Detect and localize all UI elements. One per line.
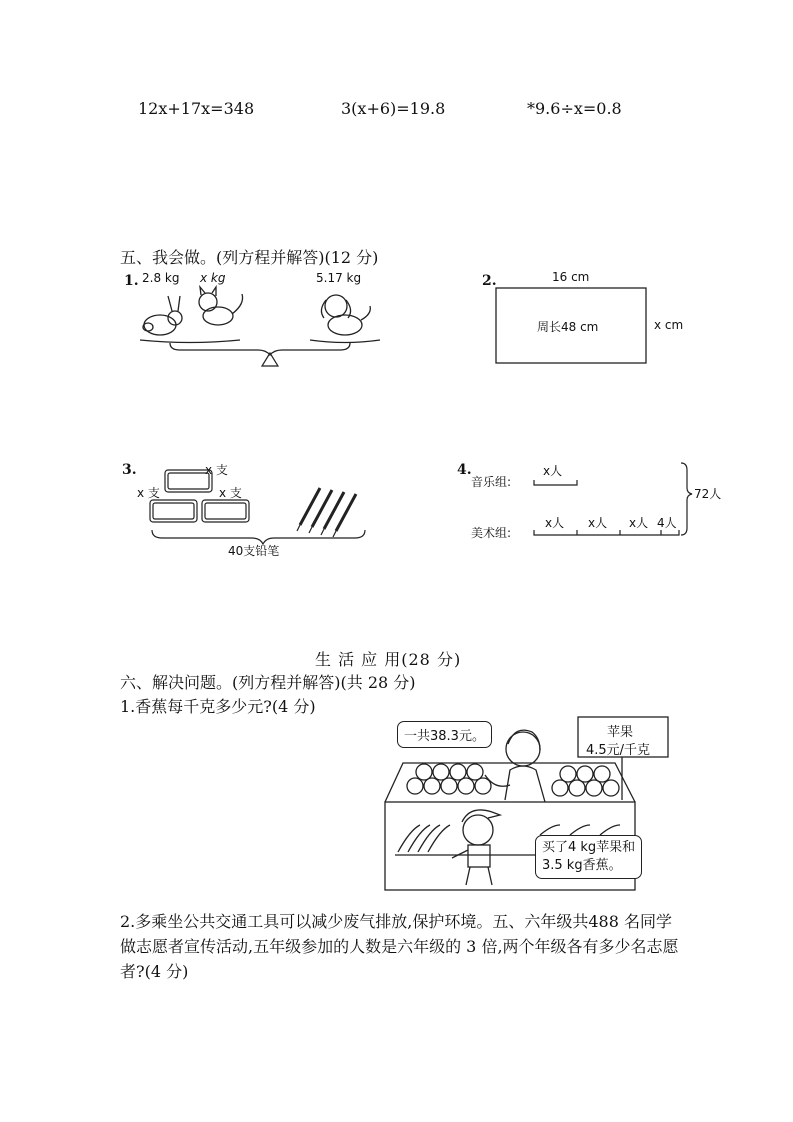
rect-perimeter-label: 周长48 cm (537, 320, 599, 334)
music-x-label: x人 (543, 464, 563, 478)
art-group-label: 美术组: (471, 526, 512, 540)
sign-apple: 苹果 (607, 725, 634, 740)
equation-3: *9.6÷x=0.8 (527, 99, 622, 118)
problem3-number: 3. (122, 462, 137, 478)
speech-bubble-total: 一共38.3元。 (397, 721, 492, 748)
music-group-label: 音乐组: (471, 475, 512, 489)
art-x-label-3: x人 (629, 516, 649, 530)
weight-rabbit: 2.8 kg (142, 271, 180, 285)
rect-side-label: x cm (654, 318, 684, 332)
total-people-label: 72人 (694, 487, 722, 501)
balance-scale-illustration (140, 287, 380, 366)
section5-title: 五、我会做。(列方程并解答)(12 分) (120, 248, 379, 267)
speech-bubble-purchase (535, 835, 642, 879)
pencil-boxes-illustration (150, 470, 365, 544)
weight-cat: x kg (200, 271, 226, 285)
question-2: 2.多乘坐公共交通工具可以减少废气排放,保护环境。五、六年级共488 名同学做志愿者宣传活动,五年级参加的人数是六年级的 3 倍,两个年级各有多少名志愿者?(4 分) (120, 912, 679, 981)
equation-2: 3(x+6)=19.8 (341, 99, 446, 118)
section6-header: 生 活 应 用(28 分) (315, 650, 462, 669)
problem1-number: 1. (124, 273, 139, 289)
problem4-number: 4. (457, 462, 472, 478)
box-label-left: x 支 (137, 486, 160, 500)
rect-top-label: 16 cm (552, 270, 590, 284)
sign-price: 4.5元/千克 (586, 743, 651, 758)
art-x-label-1: x人 (545, 516, 565, 530)
box-label-right: x 支 (219, 486, 242, 500)
equation-1: 12x+17x=348 (138, 99, 255, 118)
problem2-number: 2. (482, 273, 497, 289)
question-1: 1.香蕉每千克多少元?(4 分) (120, 697, 316, 716)
purchase-line-1: 买了4 kg苹果和 (542, 840, 636, 855)
pencil-total-label: 40支铅笔 (228, 544, 280, 558)
box-label-top: x 支 (205, 463, 228, 477)
weight-dog: 5.17 kg (316, 271, 362, 285)
purchase-line-2: 3.5 kg香蕉。 (542, 858, 622, 873)
art-extra-label: 4人 (657, 516, 677, 530)
section6-title: 六、解决问题。(列方程并解答)(共 28 分) (120, 673, 416, 692)
art-x-label-2: x人 (588, 516, 608, 530)
